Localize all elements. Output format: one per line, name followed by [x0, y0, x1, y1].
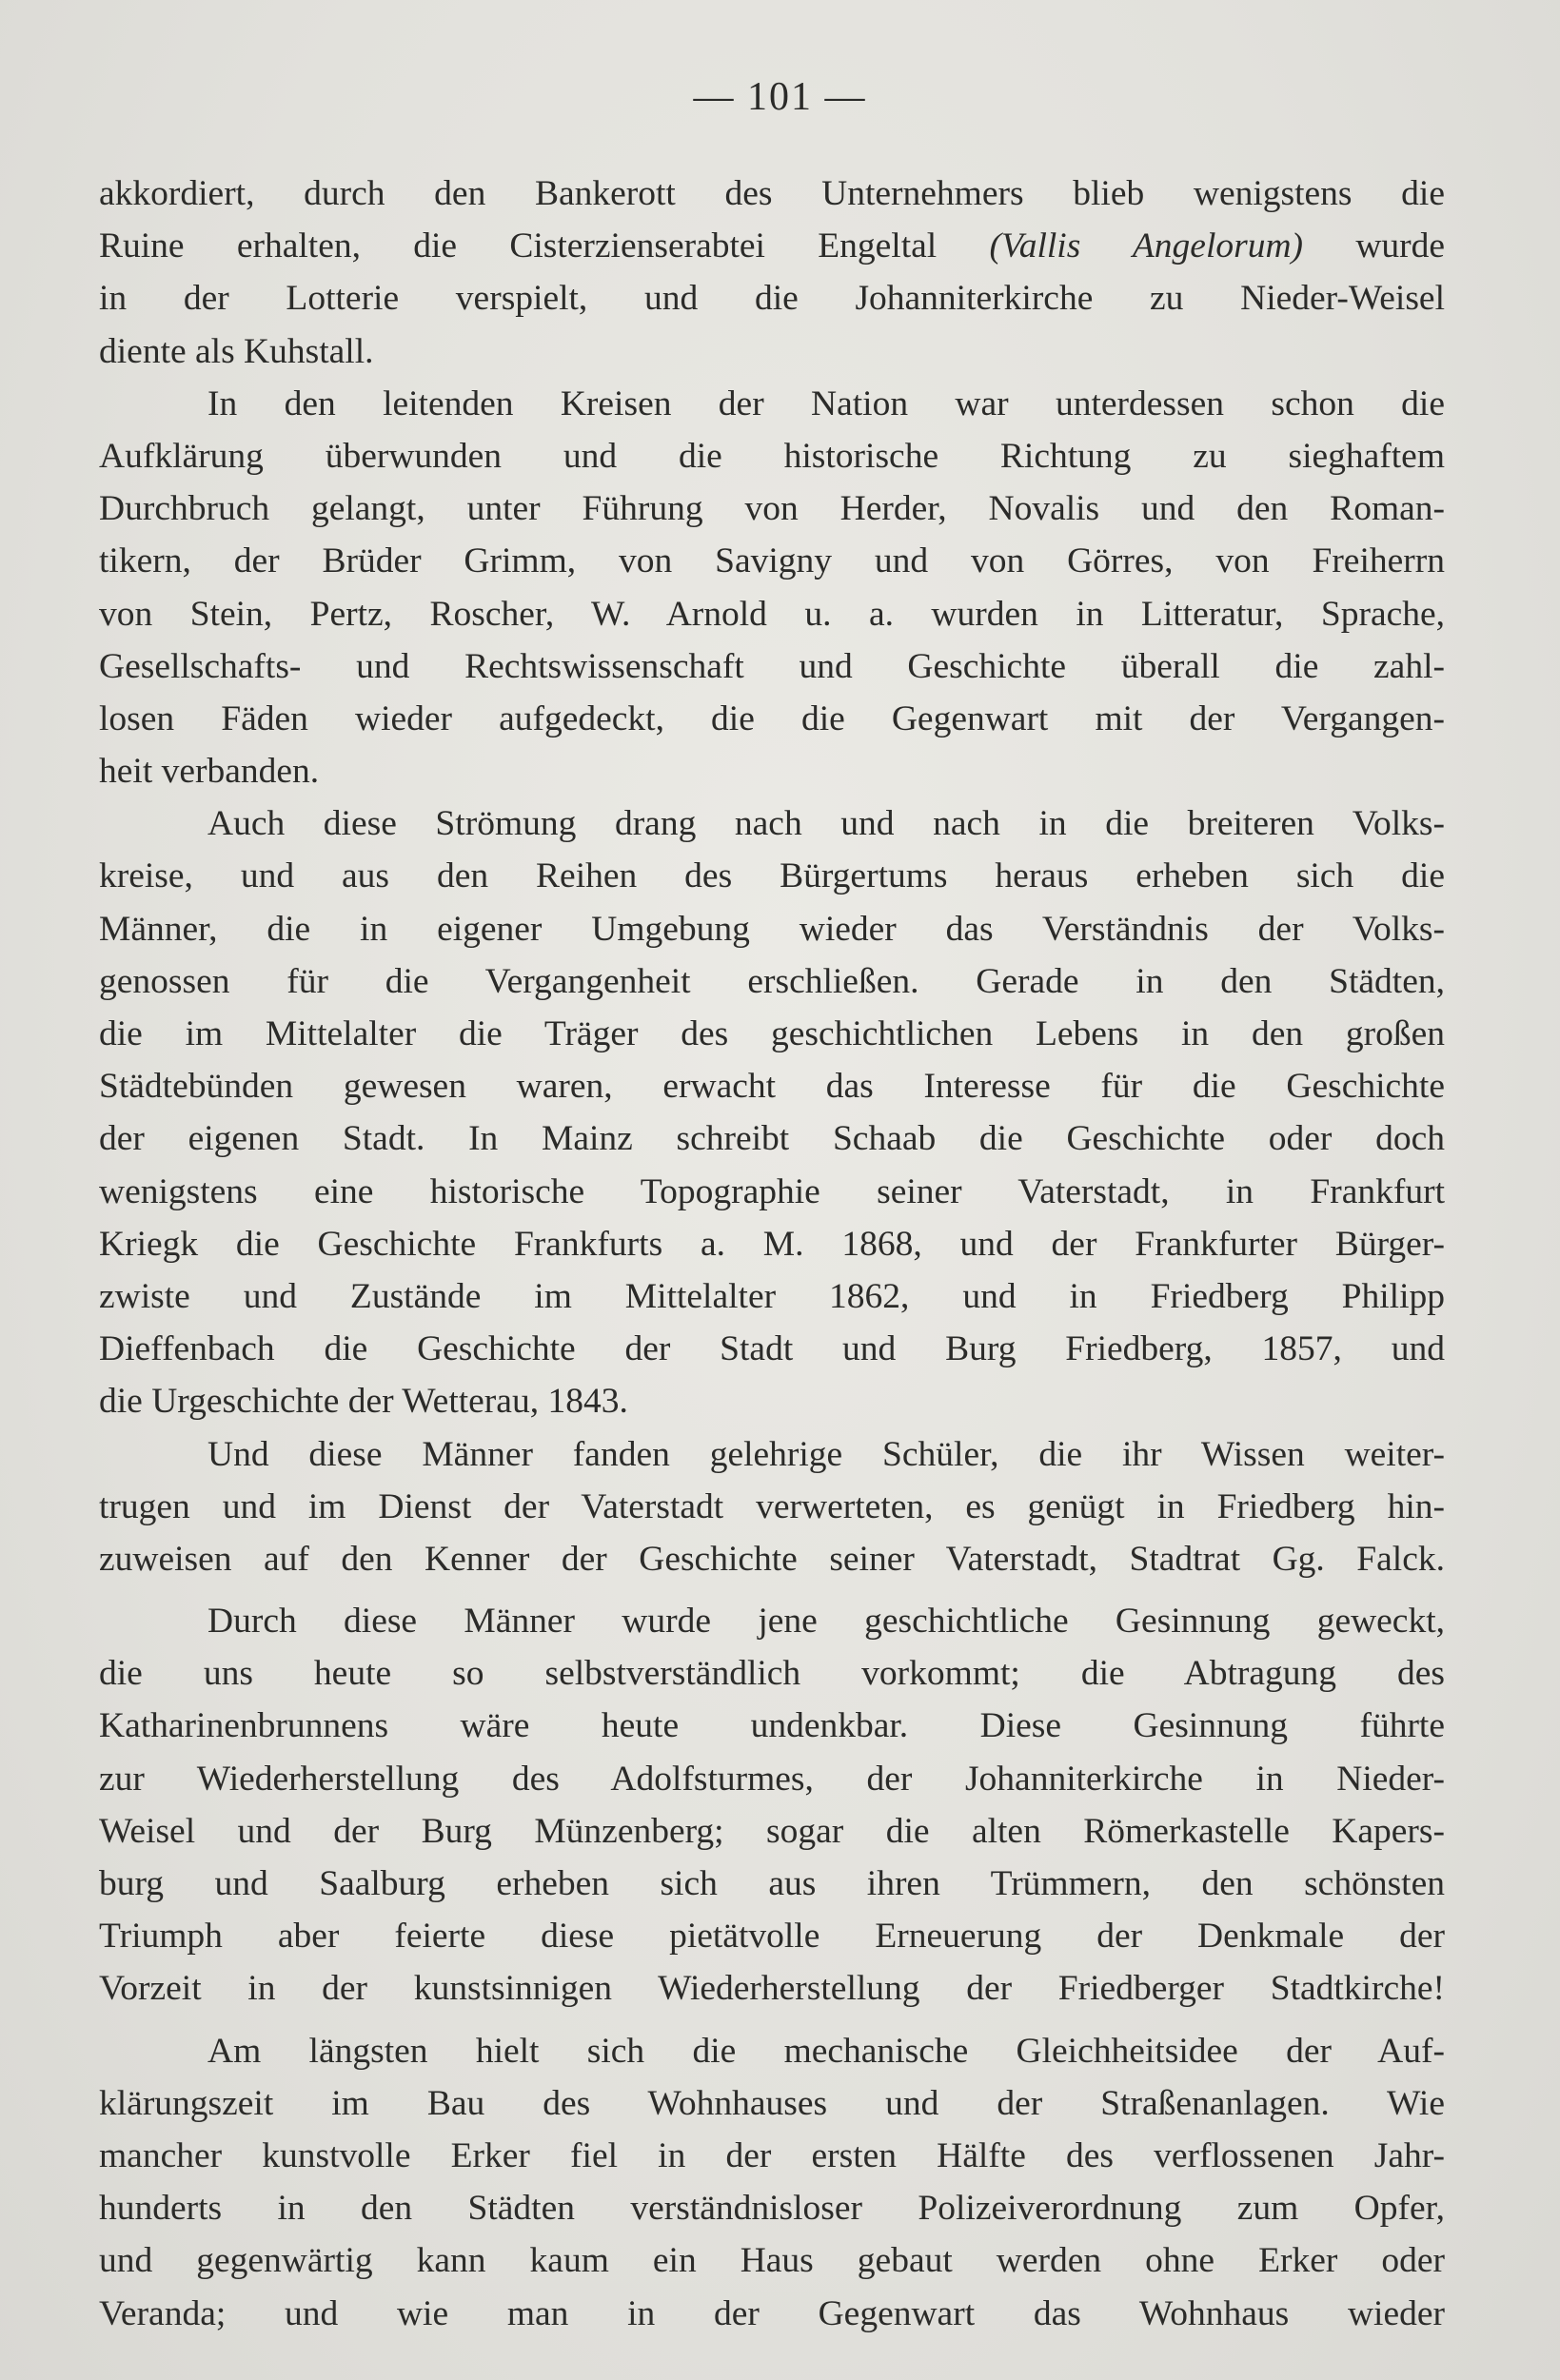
text-line: genossen für die Vergangenheit erschließen. Gerade in den Städten,: [99, 961, 1445, 1001]
text-line: Am längsten hielt sich die mechanische Gleichheitsidee der Auf-: [207, 2031, 1445, 2071]
text-line: In den leitenden Kreisen der Nation war unterdessen schon die: [207, 384, 1445, 423]
text-line: Ruine erhalten, die Cisterzienserabtei Engeltal (Vallis Angelorum) wurde: [99, 226, 1446, 266]
text-line: Durchbruch gelangt, unter Führung von Herder, Novalis und den Roman-: [99, 489, 1445, 529]
text-line: zur Wiederherstellung des Adolfsturmes, der Johanniterkirche in Nieder-: [99, 1759, 1445, 1799]
text-line: Und diese Männer fanden gelehrige Schüler, die ihr Wissen weiter-: [207, 1434, 1445, 1474]
text-line: Gesellschafts- und Rechtswissenschaft und Geschichte überall die zahl-: [99, 646, 1445, 686]
text-line: Weisel und der Burg Münzenberg; sogar die alten Römerkastelle Kapers-: [99, 1811, 1445, 1851]
text-line: Städtebünden gewesen waren, erwacht das Interesse für die Geschichte: [99, 1067, 1445, 1107]
text-line: heit verbanden.: [99, 752, 320, 792]
paragraph-2: [99, 378, 1445, 798]
text-line: mancher kunstvolle Erker fiel in der ersten Hälfte des verflossenen Jahr-: [99, 2135, 1445, 2175]
text-line: tikern, der Brüder Grimm, von Savigny und von Görres, von Freiherrn: [99, 541, 1445, 581]
text-line: kreise, und aus den Reihen des Bürgertums heraus erheben sich die: [99, 856, 1445, 896]
text-line: akkordiert, durch den Bankerott des Unternehmers blieb wenigstens die: [99, 174, 1445, 213]
paragraph-1: [99, 167, 1445, 378]
text-line: Aufklärung überwunden und die historische Richtung zu sieghaftem: [99, 436, 1445, 476]
text-line: zuweisen auf den Kenner der Geschichte seiner Vaterstadt, Stadtrat Gg. Falck.: [99, 1539, 1445, 1579]
text-line: klärungszeit im Bau des Wohnhauses und der Straßenanlagen. Wie: [99, 2083, 1445, 2123]
text-line: Vorzeit in der kunstsinnigen Wiederherstellung der Friedberger Stadtkirche!: [99, 1969, 1445, 2009]
paragraph-6: [99, 2025, 1445, 2340]
paragraph-3: [99, 797, 1445, 1427]
body-text: [99, 167, 1445, 2340]
text-line: Veranda; und wie man in der Gegenwart das Wohnhaus wieder: [99, 2293, 1445, 2333]
text-line: die Urgeschichte der Wetterau, 1843.: [99, 1382, 628, 1422]
text-line: Kriegk die Geschichte Frankfurts a. M. 1868, und der Frankfurter Bürger-: [99, 1224, 1445, 1264]
text-line: burg und Saalburg erheben sich aus ihren Trümmern, den schönsten: [99, 1864, 1445, 1903]
paragraph-5: [99, 1595, 1445, 2016]
text-line: Auch diese Strömung drang nach und nach in die breiteren Volks-: [207, 804, 1445, 844]
text-line: Männer, die in eigener Umgebung wieder das Verständnis der Volks-: [99, 909, 1445, 949]
text-line: in der Lotterie verspielt, und die Johanniterkirche zu Nieder-Weisel: [99, 279, 1445, 319]
text-line: hunderts in den Städten verständnisloser Polizeiverordnung zum Opfer,: [99, 2189, 1445, 2229]
text-line: zwiste und Zustände im Mittelalter 1862, und in Friedberg Philipp: [99, 1276, 1445, 1316]
text-line: Dieffenbach die Geschichte der Stadt und Burg Friedberg, 1857, und: [99, 1329, 1445, 1369]
text-line: und gegenwärtig kann kaum ein Haus gebaut werden ohne Erker oder: [99, 2241, 1445, 2281]
text-line: trugen und im Dienst der Vaterstadt verwerteten, es genügt in Friedberg hin-: [99, 1486, 1445, 1526]
paragraph-4: [99, 1428, 1445, 1586]
text-line: losen Fäden wieder aufgedeckt, die die Gegenwart mit der Vergangen-: [99, 698, 1445, 738]
text-line: die uns heute so selbstverständlich vorkommt; die Abtragung des: [99, 1654, 1445, 1694]
text-line: Katharinenbrunnens wäre heute undenkbar. Diese Gesinnung führte: [99, 1706, 1445, 1746]
text-line: Triumph aber feierte diese pietätvolle Erneuerung der Denkmale der: [99, 1917, 1445, 1957]
text-line: wenigstens eine historische Topographie seiner Vaterstadt, in Frankfurt: [99, 1171, 1445, 1211]
text-line: der eigenen Stadt. In Mainz schreibt Schaab die Geschichte oder doch: [99, 1119, 1445, 1159]
page-number: — 101 —: [693, 75, 867, 119]
text-line: diente als Kuhstall.: [99, 331, 374, 371]
text-line: Durch diese Männer wurde jene geschichtliche Gesinnung geweckt,: [207, 1602, 1445, 1642]
text-line: die im Mittelalter die Träger des geschichtlichen Lebens in den großen: [99, 1014, 1445, 1053]
text-line: von Stein, Pertz, Roscher, W. Arnold u. a. wurden in Litteratur, Sprache,: [99, 594, 1445, 634]
latin-name: (Vallis Angelorum): [989, 226, 1304, 266]
